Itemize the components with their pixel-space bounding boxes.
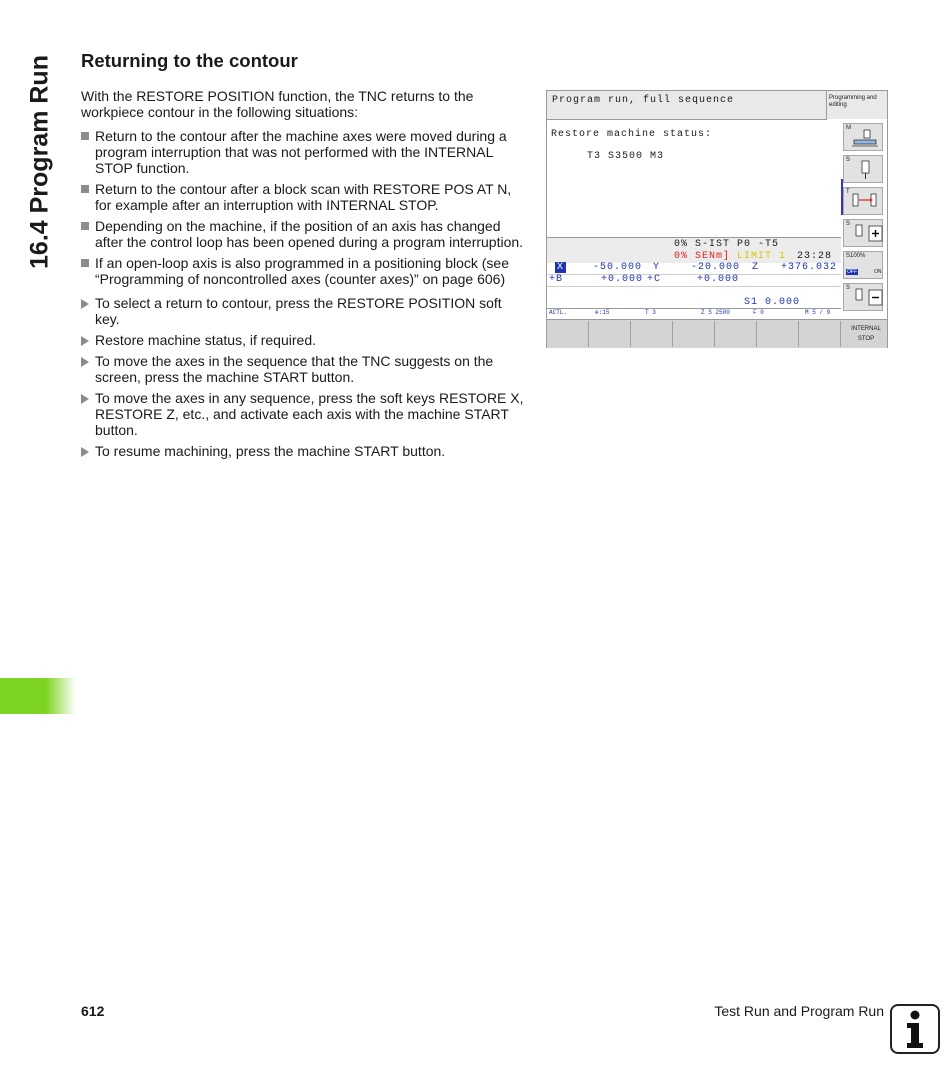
step-item: To select a return to contour, press the RESTORE POSITION soft key. — [81, 295, 526, 327]
square-bullet-icon — [81, 185, 89, 193]
triangle-step-icon — [81, 357, 89, 367]
softkey-bar — [547, 319, 887, 348]
restore-values: T3 S3500 M3 — [587, 151, 665, 162]
step-item: Restore machine status, if required. — [81, 332, 526, 348]
vertical-softkey-t[interactable]: T — [843, 187, 883, 215]
spindle-readout: S1 0.000 — [744, 297, 801, 308]
internal-stop-softkey[interactable]: INTERNAL STOP — [851, 326, 881, 342]
spindle-icon — [844, 156, 884, 184]
info-icon — [890, 1004, 940, 1054]
vertical-softkey-s-plus[interactable]: S — [843, 219, 883, 247]
softkey[interactable] — [589, 321, 631, 347]
step-item: To resume machining, press the machine START button. — [81, 443, 526, 459]
section-heading: Returning to the contour — [81, 50, 298, 71]
status-display — [547, 237, 841, 263]
softkey[interactable] — [673, 321, 715, 347]
body-text — [81, 88, 526, 464]
vertical-softkey-m[interactable]: M — [843, 123, 883, 151]
vertical-softkey-s-minus[interactable]: S — [843, 283, 883, 311]
tnc-screenshot — [546, 90, 888, 348]
vertical-softkey-s[interactable]: S — [843, 155, 883, 183]
bullet-item: Return to the contour after the machine axes were moved during a program interruption that was not performed with the INTERNAL STOP function. — [81, 128, 526, 176]
softkey[interactable] — [757, 321, 799, 347]
softkey[interactable] — [547, 321, 589, 347]
override-off-badge: OFF — [847, 269, 857, 275]
triangle-step-icon — [81, 336, 89, 346]
status-line-2: 0% SENm] LIMIT 1 — [674, 251, 787, 262]
dimension-bar: ACTL. ⊕:15 T 3 Z S 2500 F 0 M 5 / 9 — [547, 308, 841, 317]
square-bullet-icon — [81, 132, 89, 140]
triangle-step-icon — [81, 299, 89, 309]
softkey[interactable] — [799, 321, 841, 347]
vertical-softkey-s100[interactable]: S100% OFF ON — [843, 251, 883, 279]
chapter-title-vertical: 16.4 Program Run — [25, 55, 54, 269]
machine-table-icon — [844, 124, 884, 152]
status-line-1: 0% S-IST P0 -T5 — [674, 239, 780, 250]
spindle-plus-icon — [844, 220, 884, 248]
page-number: 612 — [81, 1003, 105, 1019]
footer-section-title: Test Run and Program Run — [714, 1003, 884, 1019]
intro-paragraph: With the RESTORE POSITION function, the TNC returns to the workpiece contour in the following situations: — [81, 88, 474, 120]
step-item: To move the axes in any sequence, press the soft keys RESTORE X, RESTORE Z, etc., and activate each axis with the machine START button. — [81, 390, 526, 438]
clock: 23:28 — [797, 251, 833, 262]
tool-change-icon — [844, 188, 884, 216]
triangle-step-icon — [81, 447, 89, 457]
override-on-label: ON — [874, 269, 882, 275]
restore-label: Restore machine status: — [551, 129, 713, 140]
bullet-item: Return to the contour after a block scan with RESTORE POS AT N, for example after an interruption with INTERNAL STOP. — [81, 181, 526, 213]
square-bullet-icon — [81, 222, 89, 230]
bullet-item: If an open-loop axis is also programmed in a positioning block (see “Programming of noncontrolled axes (counter axes)” on page 606) — [81, 255, 526, 287]
mode-button[interactable]: Programming and editing — [827, 91, 887, 119]
softkey[interactable] — [631, 321, 673, 347]
chapter-tab-marker — [0, 678, 76, 714]
spindle-minus-icon — [844, 284, 884, 312]
square-bullet-icon — [81, 259, 89, 267]
screen-header: Program run, full sequence — [547, 91, 827, 120]
position-row: +B +0.000 +C +0.000 — [547, 274, 841, 287]
step-item: To move the axes in the sequence that the TNC suggests on the screen, press the machine START button. — [81, 353, 526, 385]
position-row: X -50.000 Y -20.000 Z +376.032 — [547, 262, 841, 275]
triangle-step-icon — [81, 394, 89, 404]
softkey[interactable] — [715, 321, 757, 347]
bullet-item: Depending on the machine, if the position of an axis has changed after the control loop has been opened during a program interruption. — [81, 218, 526, 250]
